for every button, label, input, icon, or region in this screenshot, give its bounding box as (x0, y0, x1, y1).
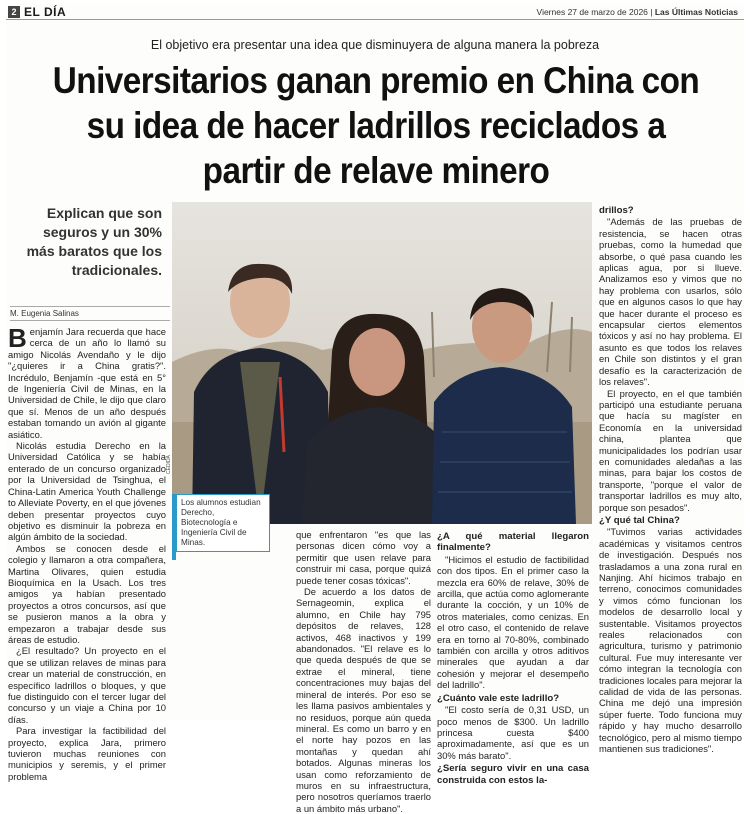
interview-question: ¿Sería seguro vivir en una casa construida con estos la- (437, 763, 589, 786)
issue-date: Viernes 27 de marzo de 2026 (536, 7, 648, 17)
paragraph: que enfrentaron "es que las personas dicen cómo voy a permitir que usen relave para construir mi casa, porque quizá puede tener cosas tóxicas". (296, 529, 431, 586)
top-bar (6, 4, 744, 20)
newspaper-page (6, 4, 744, 814)
page-number: 2 (8, 6, 20, 18)
interview-answer: "Hicimos el estudio de factibilidad con dos tipos. En el primer caso la mezcla era 60% de relave, 30% de arcilla, que actúa como aglomerante durante la cocción, y un 10% de otros materiales, como cenizas. En el otro caso, el contenido de relave era en torno al 70-80%, combinado también con arcilla y otros aditivos minerales que ayudan a dar cohesión y mejorar el desempeño del ladrillo". (437, 553, 589, 691)
interview-question: ¿Y qué tal China? (599, 514, 680, 526)
photo-caption: Los alumnos estudian Derecho, Biotecnología e Ingeniería Civil de Minas. (176, 494, 270, 552)
kicker: El objetivo era presentar una idea que disminuyera de alguna manera la pobreza (150, 38, 600, 52)
article-column-1 (8, 323, 166, 782)
students-photo (172, 202, 592, 524)
paragraph: Benjamín Jara recuerda que hace cerca de un año lo llamó su amigo Nicolás Avendaño y le dijo "¿quieres ir a China gratis?". Incrédulo, Benjamín -que está en 5° de Ingeniería Civil de Minas, en la Universidad de Chile, le dijo que claro que sí. Menos de un año después estaban tomando un avión al gigante asiático. (8, 323, 166, 440)
photo-credit: CEDIDA (166, 455, 172, 474)
photo-illustration (172, 202, 592, 524)
newspaper-name: Las Últimas Noticias (654, 7, 738, 17)
interview-question: ¿Cuánto vale este ladrillo? (437, 692, 560, 704)
article-column-4 (437, 529, 589, 786)
dateline: Viernes 27 de marzo de 2026 | Las Últimas Noticias (536, 7, 738, 17)
paragraph: Ambos se conocen desde el colegio y llamaron a otra compañera, Martina Olivares, quien estudia Bioquímica en la Usach. Los tres amigos ya habían presentado proyectos a otros concursos, así que se pusieron manos a la obra y empezaron a trabajar desde sus áreas de estudio. (8, 542, 166, 645)
paragraph: Nicolás estudia Derecho en la Universidad Católica y se había enterado de un concurso organizado por la Universidad de Tsinghua, el China-Latin America Youth Challenge to Alleviate Poverty, en el que jóvenes deben presentar proyectos cuyo objetivo es disminuir la pobreza en algún ámbito de la sociedad. (8, 440, 166, 543)
paragraph: Para investigar la factibilidad del proyecto, explica Jara, primero tuvieron muchas reuniones con municipios y seremis, y el primer problema (8, 725, 166, 782)
interview-answer: "Además de las pruebas de resistencia, se hacen otras pruebas, como la humedad que absorbe, o qué pasa cuando les aplicas agua, por si llueve. Analizamos eso y vimos que no hay problema con usarlos, sólo que en algunos casos lo que hay que hacer durante el proceso es encapsular ciertos elementos tóxicos y así no hay problema. El asunto es que todos los relaves en Chile son distintos y el gran desafío es la caracterización de los relaves". (599, 216, 742, 388)
section-name: EL DÍA (24, 5, 67, 19)
headline: Universitarios ganan premio en China con su idea de hacer ladrillos reciclados a partir de relave minero (52, 60, 700, 191)
interview-question: ¿A qué material llegaron finalmente? (437, 531, 589, 554)
paragraph: ¿El resultado? Un proyecto en el que se utilizan relaves de minas para crear un material de construcción, en específico ladrillos o bloques, y que fue distinguido con el tercer lugar del concurso y un viaje a China por 10 días. (8, 645, 166, 725)
subheadline: Explican que son seguros y un 30% más baratos que los tradicionales. (26, 205, 162, 278)
paragraph: El proyecto, en el que también participó una estudiante peruana que hacía su magíster en Economía en la universidad china, plantea que municipalidades los podrían usar en comunidades aledañas a las minas, para bajar los costos de transporte, "porque el valor de transportar ladrillos es muy alto, porque son pesados". (599, 387, 742, 513)
interview-answer: "Tuvimos varias actividades académicas y visitamos centros de investigación. Después nos trasladamos a una zona rural en Nanjing. Ahí hicimos trabajo en terreno, conocimos comunidades y vimos cómo funcionan los modelos de desarrollo local y sustentable. Visitamos proyectos reales relacionados con agricultura, turismo y patrimonio cultural. Fue muy interesante ver cómo integran la tecnología con tradiciones locales para mejorar la calidad de vida de las personas. China me dejó una impresión súper fuerte. Todo funciona muy rápido y hay mucho desarrollo tecnológico, pero al mismo tiempo mantienen sus tradiciones". (599, 526, 742, 755)
article-column-5 (599, 203, 742, 755)
article-column-3 (296, 529, 431, 814)
interview-question: drillos? (599, 205, 634, 216)
paragraph: De acuerdo a los datos de Sernageomin, explica el alumno, en Chile hay 795 depósitos de relaves, 128 activos, 468 inactivos y 199 abandonados. "El relave es lo que queda después de que se extrae el mineral, tiene concentraciones muy bajas del mineral de interés. Por eso se les llama pasivos ambientales y no residuos, porque aún queda mineral. Es como un barro y en el norte hay pozos en las montañas y quedan ahí botados. Algunas mineras los usan como reforzamiento de muros en su infraestructura, pero nosotros queríamos traerlo a un ámbito más urbano". (296, 586, 431, 814)
interview-answer: "El costo sería de 0,31 USD, un poco menos de $300. Un ladrillo princesa cuesta $400 aproximadamente, así que es un 30% más barato". (437, 704, 589, 761)
byline: M. Eugenia Salinas (10, 306, 170, 321)
